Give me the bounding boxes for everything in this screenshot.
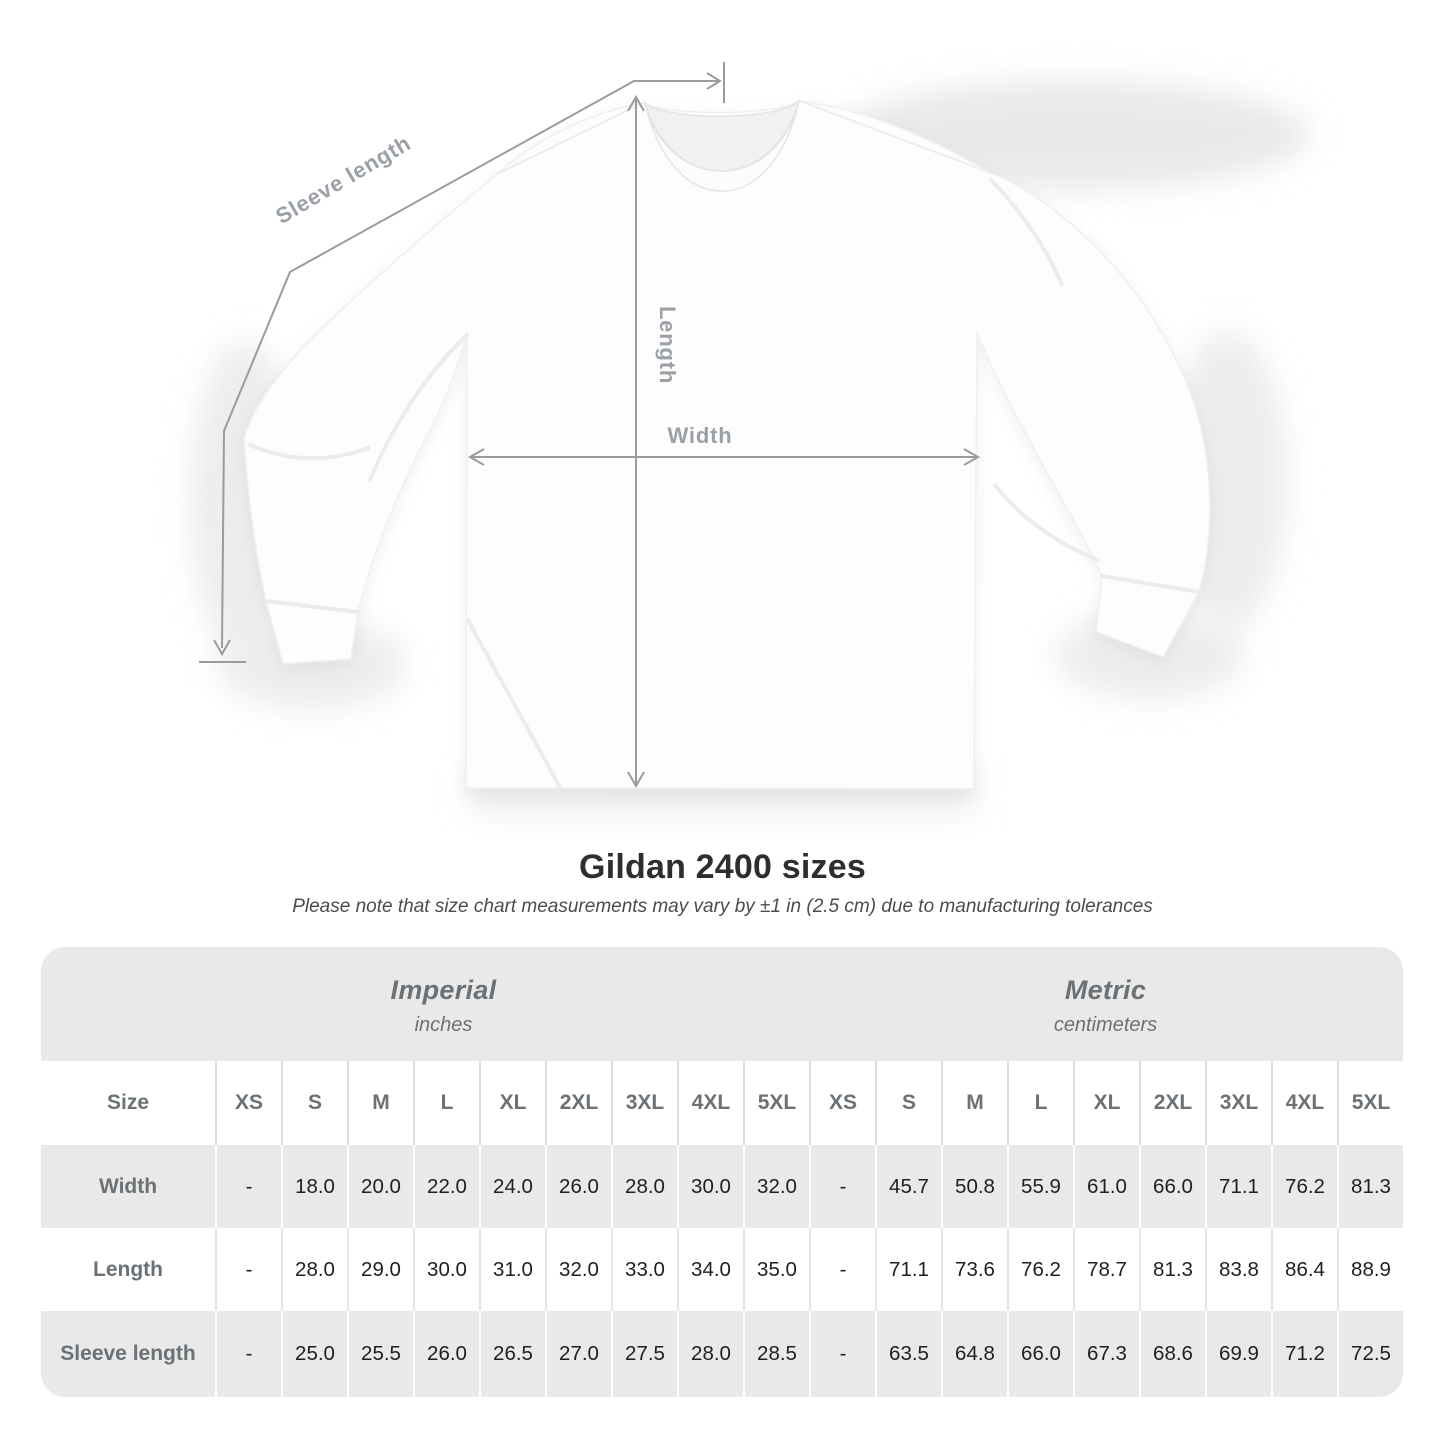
measurement-value-cell: 71.2: [1271, 1311, 1337, 1397]
size-table: [41, 947, 1403, 1397]
measurement-value-cell: 25.5: [347, 1311, 413, 1397]
size-column-header: 4XL: [677, 1061, 743, 1145]
size-column-header: S: [281, 1061, 347, 1145]
measurement-value-cell: 32.0: [743, 1145, 809, 1228]
size-column-header: 5XL: [743, 1061, 809, 1145]
measurement-value-cell: 66.0: [1139, 1145, 1205, 1228]
measurement-value-cell: 33.0: [611, 1228, 677, 1311]
measurement-value-cell: 24.0: [479, 1145, 545, 1228]
measurement-value-cell: 66.0: [1007, 1311, 1073, 1397]
width-label: Width: [667, 423, 733, 448]
measurement-value-cell: 68.6: [1139, 1311, 1205, 1397]
size-column-header: 2XL: [1139, 1061, 1205, 1145]
measurement-value-cell: 28.0: [611, 1145, 677, 1228]
measurement-value-cell: 26.0: [545, 1145, 611, 1228]
size-column-header: 3XL: [1205, 1061, 1271, 1145]
measurement-value-cell: 35.0: [743, 1228, 809, 1311]
size-column-header: L: [413, 1061, 479, 1145]
measurement-value-cell: 28.0: [677, 1311, 743, 1397]
metric-unit-label: centimeters: [1053, 1014, 1158, 1036]
measurement-value-cell: 83.8: [1205, 1228, 1271, 1311]
size-column-header: L: [1007, 1061, 1073, 1145]
size-column-header: 2XL: [545, 1061, 611, 1145]
imperial-unit-label: inches: [414, 1014, 473, 1036]
measurement-value-cell: -: [215, 1311, 281, 1397]
measurement-value-cell: 69.9: [1205, 1311, 1271, 1397]
measurement-value-cell: 27.0: [545, 1311, 611, 1397]
measurement-value-cell: -: [809, 1145, 875, 1228]
measurement-value-cell: 81.3: [1337, 1145, 1403, 1228]
page-subtitle: Please note that size chart measurements may vary by ±1 in (2.5 cm) due to manufacturing tolerances: [292, 896, 1153, 917]
measurement-value-cell: 34.0: [677, 1228, 743, 1311]
measurement-value-cell: -: [809, 1228, 875, 1311]
unit-group-header-row: [41, 947, 1403, 1061]
measurement-value-cell: 22.0: [413, 1145, 479, 1228]
size-column-header: XS: [809, 1061, 875, 1145]
measurement-value-cell: 20.0: [347, 1145, 413, 1228]
size-column-header: 4XL: [1271, 1061, 1337, 1145]
sleeve-length-label: Sleeve length: [271, 130, 416, 229]
measurement-value-cell: 26.5: [479, 1311, 545, 1397]
measurement-value-cell: 81.3: [1139, 1228, 1205, 1311]
measurement-value-cell: 78.7: [1073, 1228, 1139, 1311]
measurement-value-cell: 25.0: [281, 1311, 347, 1397]
page-title: Gildan 2400 sizes: [579, 848, 866, 886]
measurement-value-cell: -: [215, 1228, 281, 1311]
size-column-header: XS: [215, 1061, 281, 1145]
measurement-value-cell: 76.2: [1007, 1228, 1073, 1311]
measurement-value-cell: 67.3: [1073, 1311, 1139, 1397]
measurement-value-cell: 30.0: [677, 1145, 743, 1228]
measurement-value-cell: 76.2: [1271, 1145, 1337, 1228]
metric-label: Metric: [1064, 975, 1147, 1005]
measurement-value-cell: 29.0: [347, 1228, 413, 1311]
measurement-value-cell: 88.9: [1337, 1228, 1403, 1311]
imperial-group-header: [41, 947, 808, 1061]
measurement-value-cell: 55.9: [1007, 1145, 1073, 1228]
measurement-row-header: Length: [41, 1228, 215, 1311]
measurement-value-cell: 31.0: [479, 1228, 545, 1311]
size-column-header: 3XL: [611, 1061, 677, 1145]
size-grid: [41, 1061, 1403, 1397]
size-column-header: XL: [479, 1061, 545, 1145]
measurement-value-cell: 71.1: [875, 1228, 941, 1311]
size-column-header: M: [941, 1061, 1007, 1145]
size-column-header: 5XL: [1337, 1061, 1403, 1145]
measurement-value-cell: 28.0: [281, 1228, 347, 1311]
measurement-value-cell: 71.1: [1205, 1145, 1271, 1228]
measurement-row-header: Sleeve length: [41, 1311, 215, 1397]
measurement-value-cell: -: [215, 1145, 281, 1228]
size-corner-header: Size: [41, 1061, 215, 1145]
imperial-label: Imperial: [390, 975, 497, 1005]
metric-group-header: [808, 947, 1403, 1061]
measurement-value-cell: 28.5: [743, 1311, 809, 1397]
measurement-value-cell: 73.6: [941, 1228, 1007, 1311]
length-label: Length: [655, 305, 680, 385]
measurement-value-cell: 86.4: [1271, 1228, 1337, 1311]
measurement-row-header: Width: [41, 1145, 215, 1228]
measurement-value-cell: -: [809, 1311, 875, 1397]
size-column-header: S: [875, 1061, 941, 1145]
measurement-value-cell: 72.5: [1337, 1311, 1403, 1397]
measurement-value-cell: 61.0: [1073, 1145, 1139, 1228]
measurement-value-cell: 32.0: [545, 1228, 611, 1311]
measurement-value-cell: 64.8: [941, 1311, 1007, 1397]
measurement-value-cell: 45.7: [875, 1145, 941, 1228]
measurement-value-cell: 30.0: [413, 1228, 479, 1311]
measurement-value-cell: 50.8: [941, 1145, 1007, 1228]
size-column-header: XL: [1073, 1061, 1139, 1145]
measurement-value-cell: 18.0: [281, 1145, 347, 1228]
measurement-value-cell: 63.5: [875, 1311, 941, 1397]
measurement-value-cell: 27.5: [611, 1311, 677, 1397]
size-column-header: M: [347, 1061, 413, 1145]
measurement-value-cell: 26.0: [413, 1311, 479, 1397]
